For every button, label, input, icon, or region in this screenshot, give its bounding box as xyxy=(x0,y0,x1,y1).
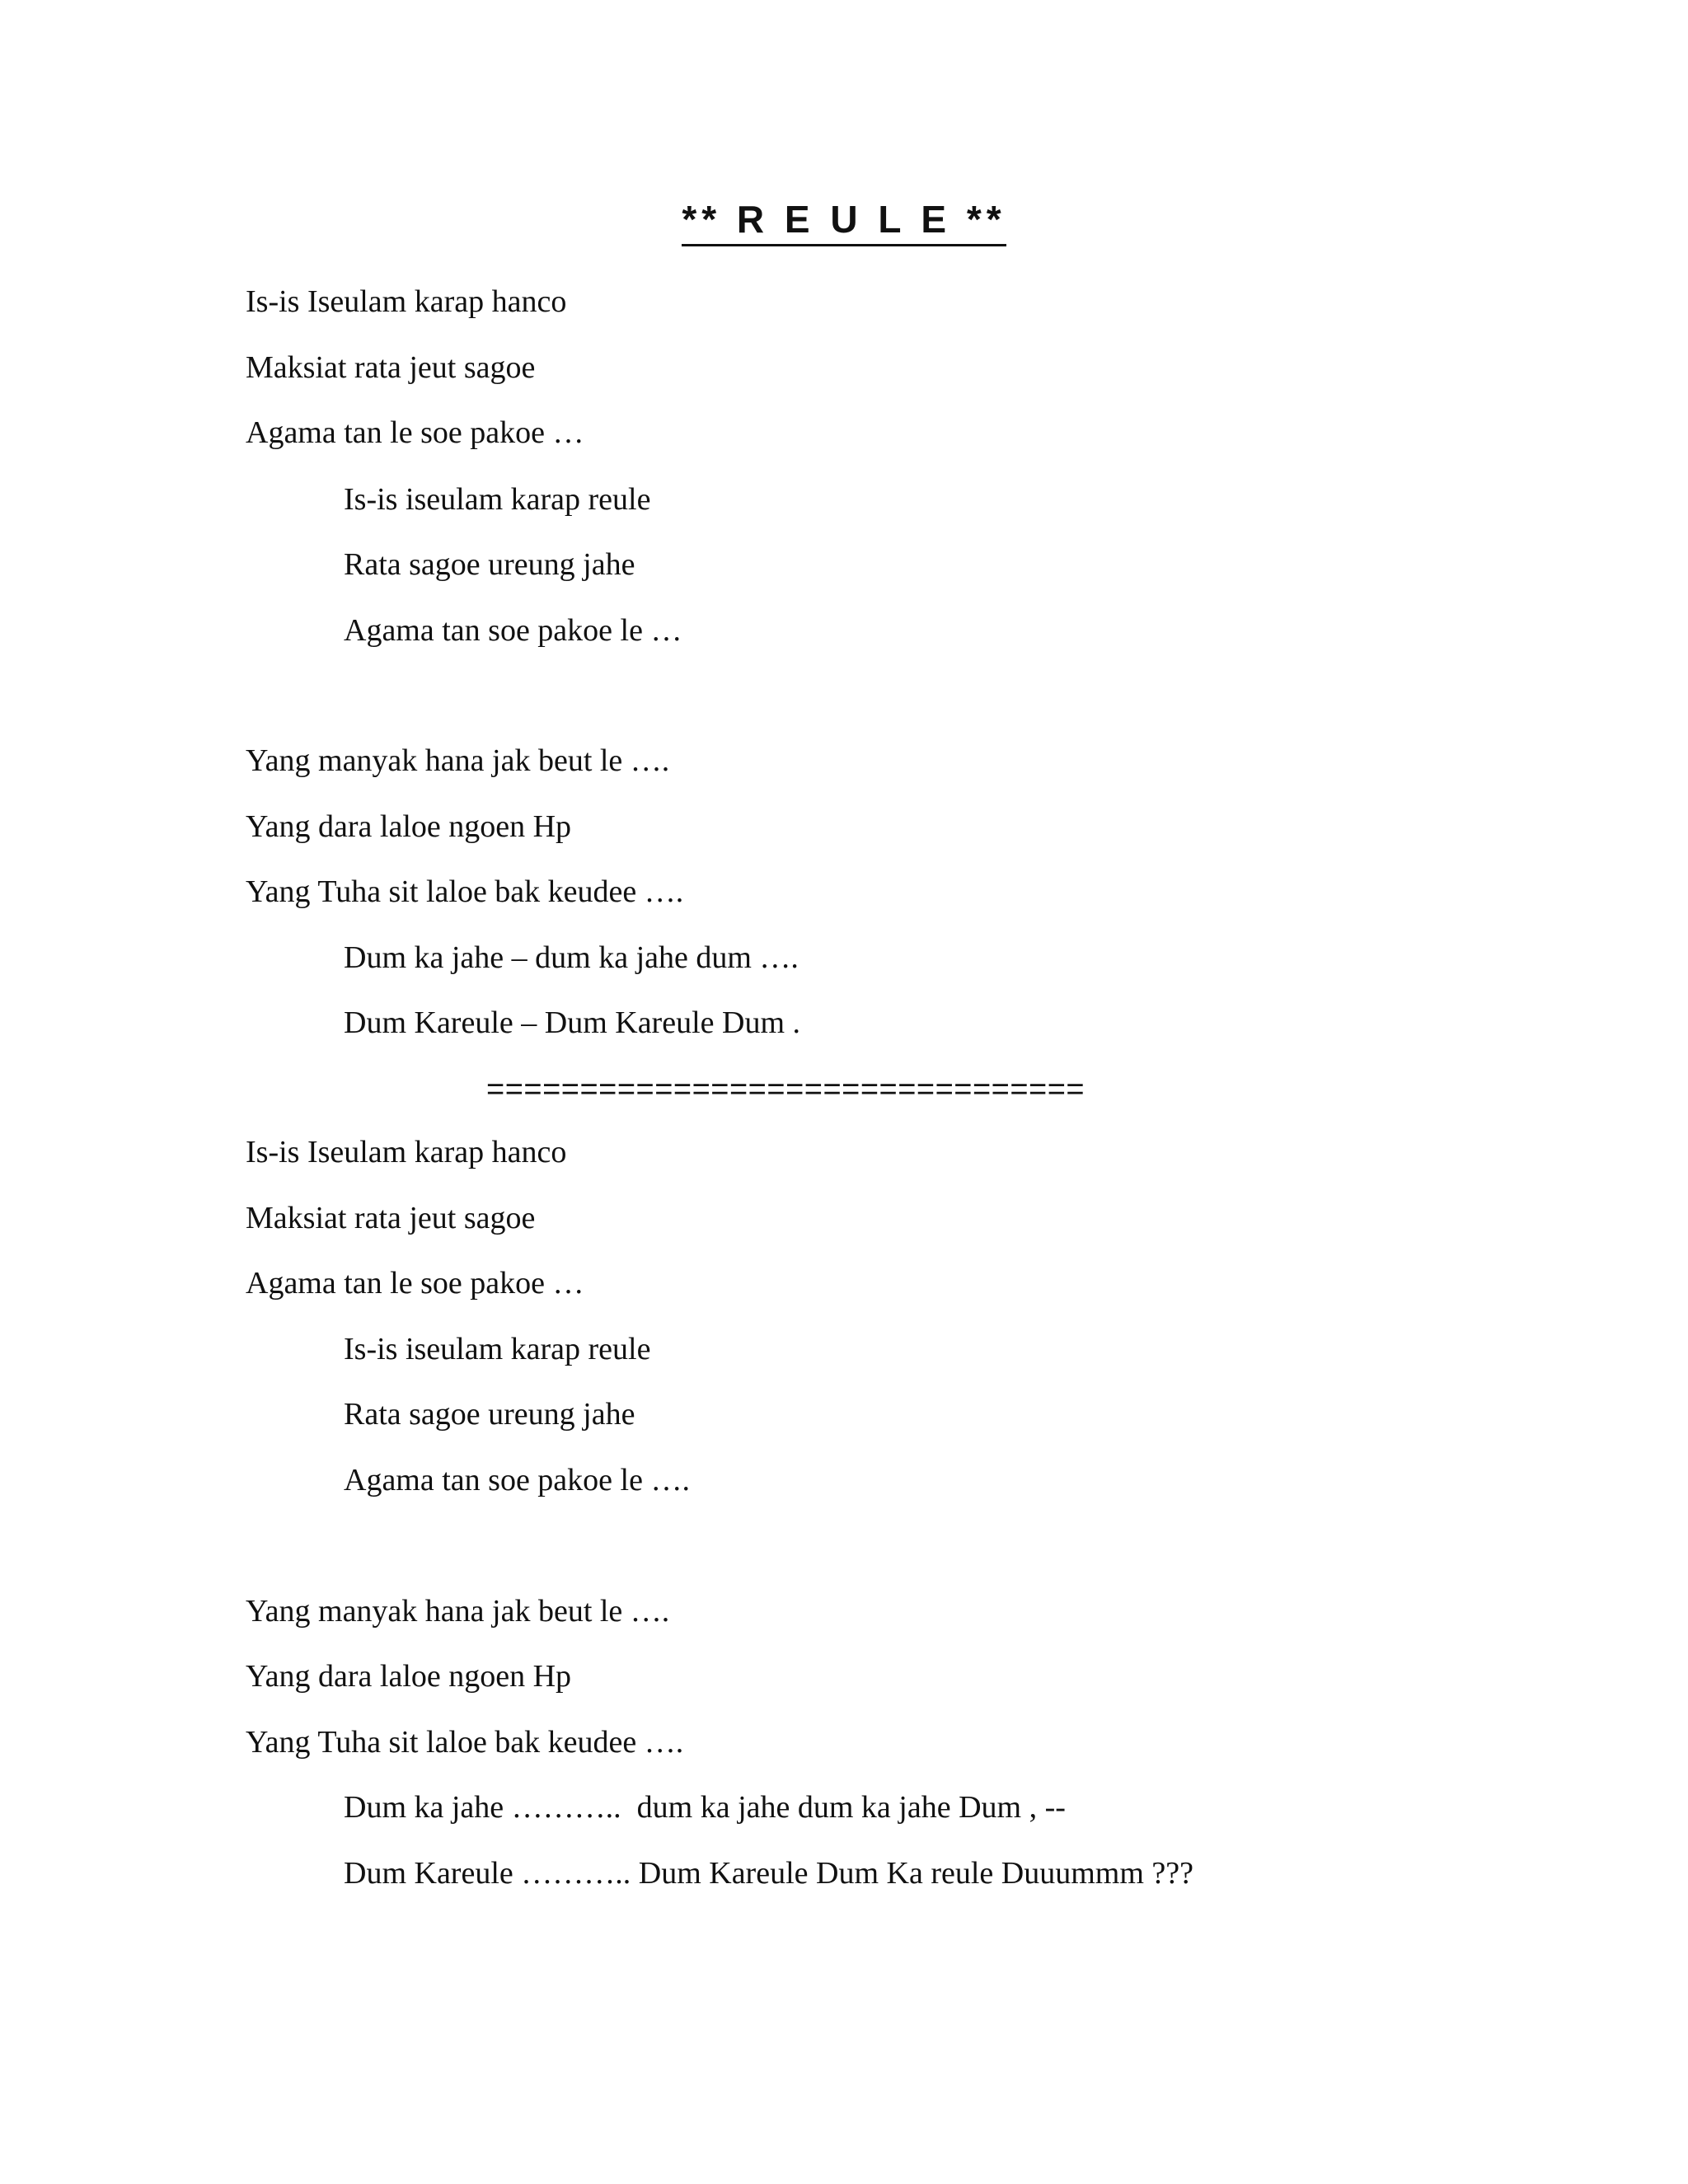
verse-line: Yang dara laloe ngoen Hp xyxy=(246,809,572,844)
verse-line-indented: Dum Kareule ……….. Dum Kareule Dum Ka reule Duuummm ??? xyxy=(344,1856,1193,1891)
verse-line: Yang Tuha sit laloe bak keudee …. xyxy=(246,1725,684,1760)
verse-line-indented: Dum ka jahe ……….. dum ka jahe dum ka jahe Dum , -- xyxy=(344,1790,1066,1825)
verse-line: Agama tan le soe pakoe … xyxy=(246,415,584,450)
verse-line: Yang manyak hana jak beut le …. xyxy=(246,1594,670,1629)
verse-line: Yang Tuha sit laloe bak keudee …. xyxy=(246,874,684,909)
verse-line-indented: Rata sagoe ureung jahe xyxy=(344,547,635,582)
verse-line-indented: Rata sagoe ureung jahe xyxy=(344,1397,635,1432)
verse-line: Yang dara laloe ngoen Hp xyxy=(246,1659,572,1694)
verse-line-indented: Dum ka jahe – dum ka jahe dum …. xyxy=(344,940,799,975)
page-title xyxy=(0,196,1688,246)
verse-line: Maksiat rata jeut sagoe xyxy=(246,1201,536,1235)
verse-line-indented: Dum Kareule – Dum Kareule Dum . xyxy=(344,1005,801,1040)
verse-line: Maksiat rata jeut sagoe xyxy=(246,350,536,385)
verse-line-indented: Agama tan soe pakoe le … xyxy=(344,613,682,648)
verse-line-indented: Is-is iseulam karap reule xyxy=(344,482,651,517)
title-text: ** R E U L E ** xyxy=(682,196,1006,246)
verse-line-indented: Agama tan soe pakoe le …. xyxy=(344,1463,690,1497)
verse-line-indented: Is-is iseulam karap reule xyxy=(344,1332,651,1366)
verse-line: Is-is Iseulam karap hanco xyxy=(246,284,567,319)
verse-line: Yang manyak hana jak beut le …. xyxy=(246,743,670,778)
verse-line: Is-is Iseulam karap hanco xyxy=(246,1135,567,1169)
section-divider: ================================ xyxy=(486,1072,1085,1107)
verse-line: Agama tan le soe pakoe … xyxy=(246,1266,584,1301)
